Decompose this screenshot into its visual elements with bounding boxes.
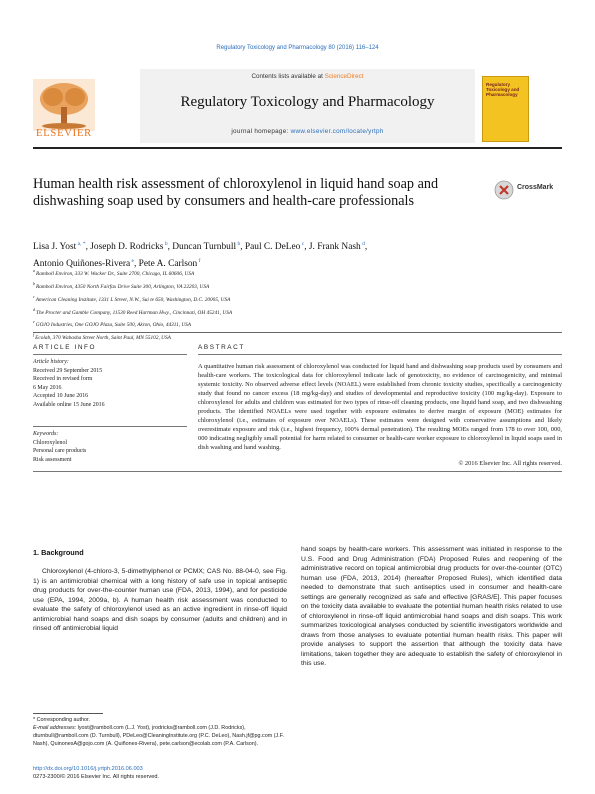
history-item: Available online 15 June 2016 [33, 401, 105, 408]
footnote-divider [33, 713, 103, 714]
journal-cover-thumbnail[interactable] [482, 76, 529, 142]
body-left-column: Chloroxylenol (4-chloro-3, 5-dimethylphenol or PCMX; CAS No. 88-04-0, see Fig. 1) is an antimicrobial chemical with a long history of safe use in topical antiseptic drug products for over-the-counter human use (FDA, 2013, 1994), and for pesticide use (EPA, 1994, 2009a, b). A human health risk assessment was conducted to evaluate the safety of chloroxylenol used as an active ingredient in rinse-off liquid antimicrobial hand soaps and dish soaps by consumer (adults and children) and in rinsed off antimicrobial liquid [33, 568, 287, 632]
affiliation-marker: c [33, 293, 36, 299]
author-affiliation-marker[interactable]: d [360, 241, 365, 247]
body-right-paragraph: hand soaps by health-care workers. This assessment was initiated in response to the U.S. Food and Drug Administration (FDA) Proposed Rules and reopening of the administrative record on topical antimicrobial drug products for over-the-counter (OTC) human use (FDA, 2013, 2014) (hereafter Proposed Rules), which identified data needed to demonstrate that such antiseptics used in consumer and health-care settings are generally recognized as safe and effective [GRAS/E]. This paper focuses on the toxicity data available to evaluate the potential human health risks related to use of chloroxylenol in rinse-off liquid antimicrobial hand soaps and dish soaps. This work summarizes toxicological analyses conducted by scientific investigators worldwide and draws from those analyses to evaluate potential human health risks. This paper will provide analyses to support the assertion that although the toxicity data have limitations, taken together they are adequate to establish the safety of chloroxylenol in this use. [301, 546, 562, 667]
author-separator: , [364, 242, 368, 253]
section-heading: 1. Background [33, 548, 84, 557]
article-info-heading: ARTICLE INFO [33, 344, 97, 351]
author-name[interactable]: Antonio Quiñones-Rivera [33, 259, 131, 270]
keywords-label: Keywords: [33, 431, 59, 437]
elsevier-wordmark: ELSEVIER [36, 128, 92, 139]
issn-copyright: 0273-2300/© 2016 Elsevier Inc. All rights reserved. [33, 774, 160, 780]
homepage-prefix: journal homepage: [231, 128, 291, 135]
affiliation-marker: d [33, 306, 36, 312]
author-name[interactable]: Duncan Turnbull [172, 242, 237, 253]
emails-list[interactable]: lyost@ramboll.com (L.J. Yost), jrodricks@ramboll.com (J.D. Rodricks), dturnbull@ramboll.com (D. Turnbull), PDeLeo@CleaningInstitute.org (P.C. DeLeo), Nash.jf@pg.com (J.F. Nash), QuinonesA@gojo.com (A. Quiñones-Rivera), pete.carlson@ecolab.com (P.A. Carlson). [33, 725, 284, 747]
sciencedirect-link[interactable]: ScienceDirect [324, 73, 364, 80]
author-separator: , [133, 259, 139, 270]
author-affiliation-marker[interactable]: e [130, 258, 134, 265]
keyword: Risk assessment [33, 456, 72, 463]
affiliation-marker: f [33, 332, 36, 338]
author-name[interactable]: Lisa J. Yost [33, 242, 77, 253]
affiliation-item [33, 266, 503, 279]
history-item: Received in revised form [33, 376, 93, 382]
affiliation-divider [33, 332, 562, 333]
crossmark-label[interactable]: CrossMark [517, 184, 554, 191]
history-item: Accepted 10 June 2016 [33, 393, 89, 399]
affiliation-text: GOJO Industries, One GOJO Plaza, Suite 500, Akron, Ohio, 44311, USA [35, 322, 192, 329]
author-name[interactable]: Pete A. Carlson [138, 259, 198, 270]
footnote [33, 716, 287, 748]
affiliation-text: Ecolab, 370 Wabasha Street North, Saint Paul, MN 55102, USA [35, 335, 171, 342]
cover-title: Regulatory Toxicology and Pharmacology [486, 82, 520, 97]
doi-link[interactable]: http://dx.doi.org/10.1016/j.yrtph.2016.06.003 [33, 766, 143, 772]
author-affiliation-marker[interactable]: b [163, 241, 168, 247]
corresponding-author-note: * Corresponding author. [33, 717, 90, 723]
author-affiliation-marker[interactable]: b [236, 241, 241, 247]
abstract-text: A quantitative human risk assessment of chloroxylenol was conducted for liquid hand and dishwashing soap products used by consumers and health-care workers. The toxicological data for chloroxylenol indicate lack of genotoxicity, no evidence of carcinogenicity, and minimal systemic toxicity. No observed adverse effect levels (NOAEL) were established from chronic toxicity studies, specifically a carcinogenicity study that found no cancer excess (18 mg/kg-day) and studies of developmental and reproductive toxicity (100 mg/kg-day). Exposure to chloroxylenol for adults and children was estimated for two types of rinse-off cleaning products, one liquid hand soap, and two dishwashing products. The identified NOAELs were used together with exposure estimates to derive margin of exposure (MOE) estimates for chloroxylenol (i.e., estimates of exposure over NOAELs). These estimates were designed with conservative assumptions and likely overestimate exposure and risk (i.e., highest frequency, 100% dermal penetration). The resulting MOEs ranged from 178 to over 100, 000, 000 indicating negligibly small potential for harm related to consumer or health-care worker exposure to chloroxylenol in liquid soaps used in dish washing and hand washing. [198, 363, 562, 451]
elsevier-tree-logo-icon [33, 76, 95, 134]
emails-label: E-mail addresses: [33, 725, 77, 731]
keywords-divider [33, 426, 187, 427]
body-right-column [301, 545, 562, 669]
contents-availability [140, 73, 475, 80]
article-history [33, 358, 187, 409]
journal-homepage [140, 128, 475, 135]
keywords-block [33, 430, 187, 464]
abstract-bottom-divider [33, 471, 562, 472]
affiliation-item [33, 292, 503, 305]
journal-title: Regulatory Toxicology and Pharmacology [180, 94, 435, 110]
history-item: 6 May 2016 [33, 384, 62, 391]
affiliation-item [33, 317, 503, 330]
author-name[interactable]: Paul C. DeLeo [244, 242, 301, 253]
abstract-heading: ABSTRACT [198, 344, 245, 351]
author-affiliation-marker[interactable]: f [197, 258, 201, 265]
affiliation-item [33, 279, 503, 292]
author-separator: , [167, 242, 173, 253]
author-name[interactable]: Joseph D. Rodricks [90, 242, 164, 253]
affiliation-text: Ramboll Environ, 333 W. Wacker Dr., Suite 2700, Chicago, IL 60606, USA [36, 270, 195, 277]
author-separator: , [304, 242, 309, 253]
info-divider [33, 354, 187, 355]
email-addresses [33, 724, 287, 748]
author-affiliation-marker[interactable]: a, * [76, 241, 86, 247]
article-title: Human health risk assessment of chloroxylenol in liquid hand soap and dishwashing soap used by consumers and health-care professionals [33, 176, 439, 209]
doi-block [33, 765, 287, 781]
keyword: Personal care products [33, 448, 87, 454]
affiliation-text: American Cleaning Institute, 1331 L Street, N.W., Sui te 650, Washington, D.C. 20005, USA [35, 296, 231, 303]
affiliation-marker: e [33, 319, 36, 325]
contents-prefix: Contents lists available at [251, 73, 325, 80]
abstract-divider [198, 354, 562, 355]
affiliation-item [33, 305, 503, 318]
affiliation-marker: a [33, 268, 36, 273]
affiliation-marker: b [33, 280, 36, 286]
journal-reference-link[interactable]: Regulatory Toxicology and Pharmacology 80 (2016) 116–124 [216, 45, 379, 51]
author-name[interactable]: J. Frank Nash [308, 242, 361, 253]
header-divider [33, 147, 562, 149]
homepage-link[interactable]: www.elsevier.com/locate/yrtph [290, 128, 384, 135]
history-item: Received 29 September 2015 [33, 367, 103, 374]
author-affiliation-marker[interactable]: c [300, 241, 305, 247]
affiliation-text: The Procter and Gamble Company, 11530 Reed Hartman Hwy., Cincinnati, OH 45241, USA [36, 309, 233, 316]
affiliation-text: Ramboll Environ, 4350 North Fairfax Drive Suite 300, Arlington, VA 22203, USA [36, 283, 210, 290]
keyword: Chloroxylenol [33, 439, 68, 446]
author-separator: , [85, 242, 91, 253]
history-label: Article history: [33, 359, 69, 365]
abstract-copyright: © 2016 Elsevier Inc. All rights reserved. [458, 460, 562, 467]
author-separator: , [240, 242, 245, 253]
